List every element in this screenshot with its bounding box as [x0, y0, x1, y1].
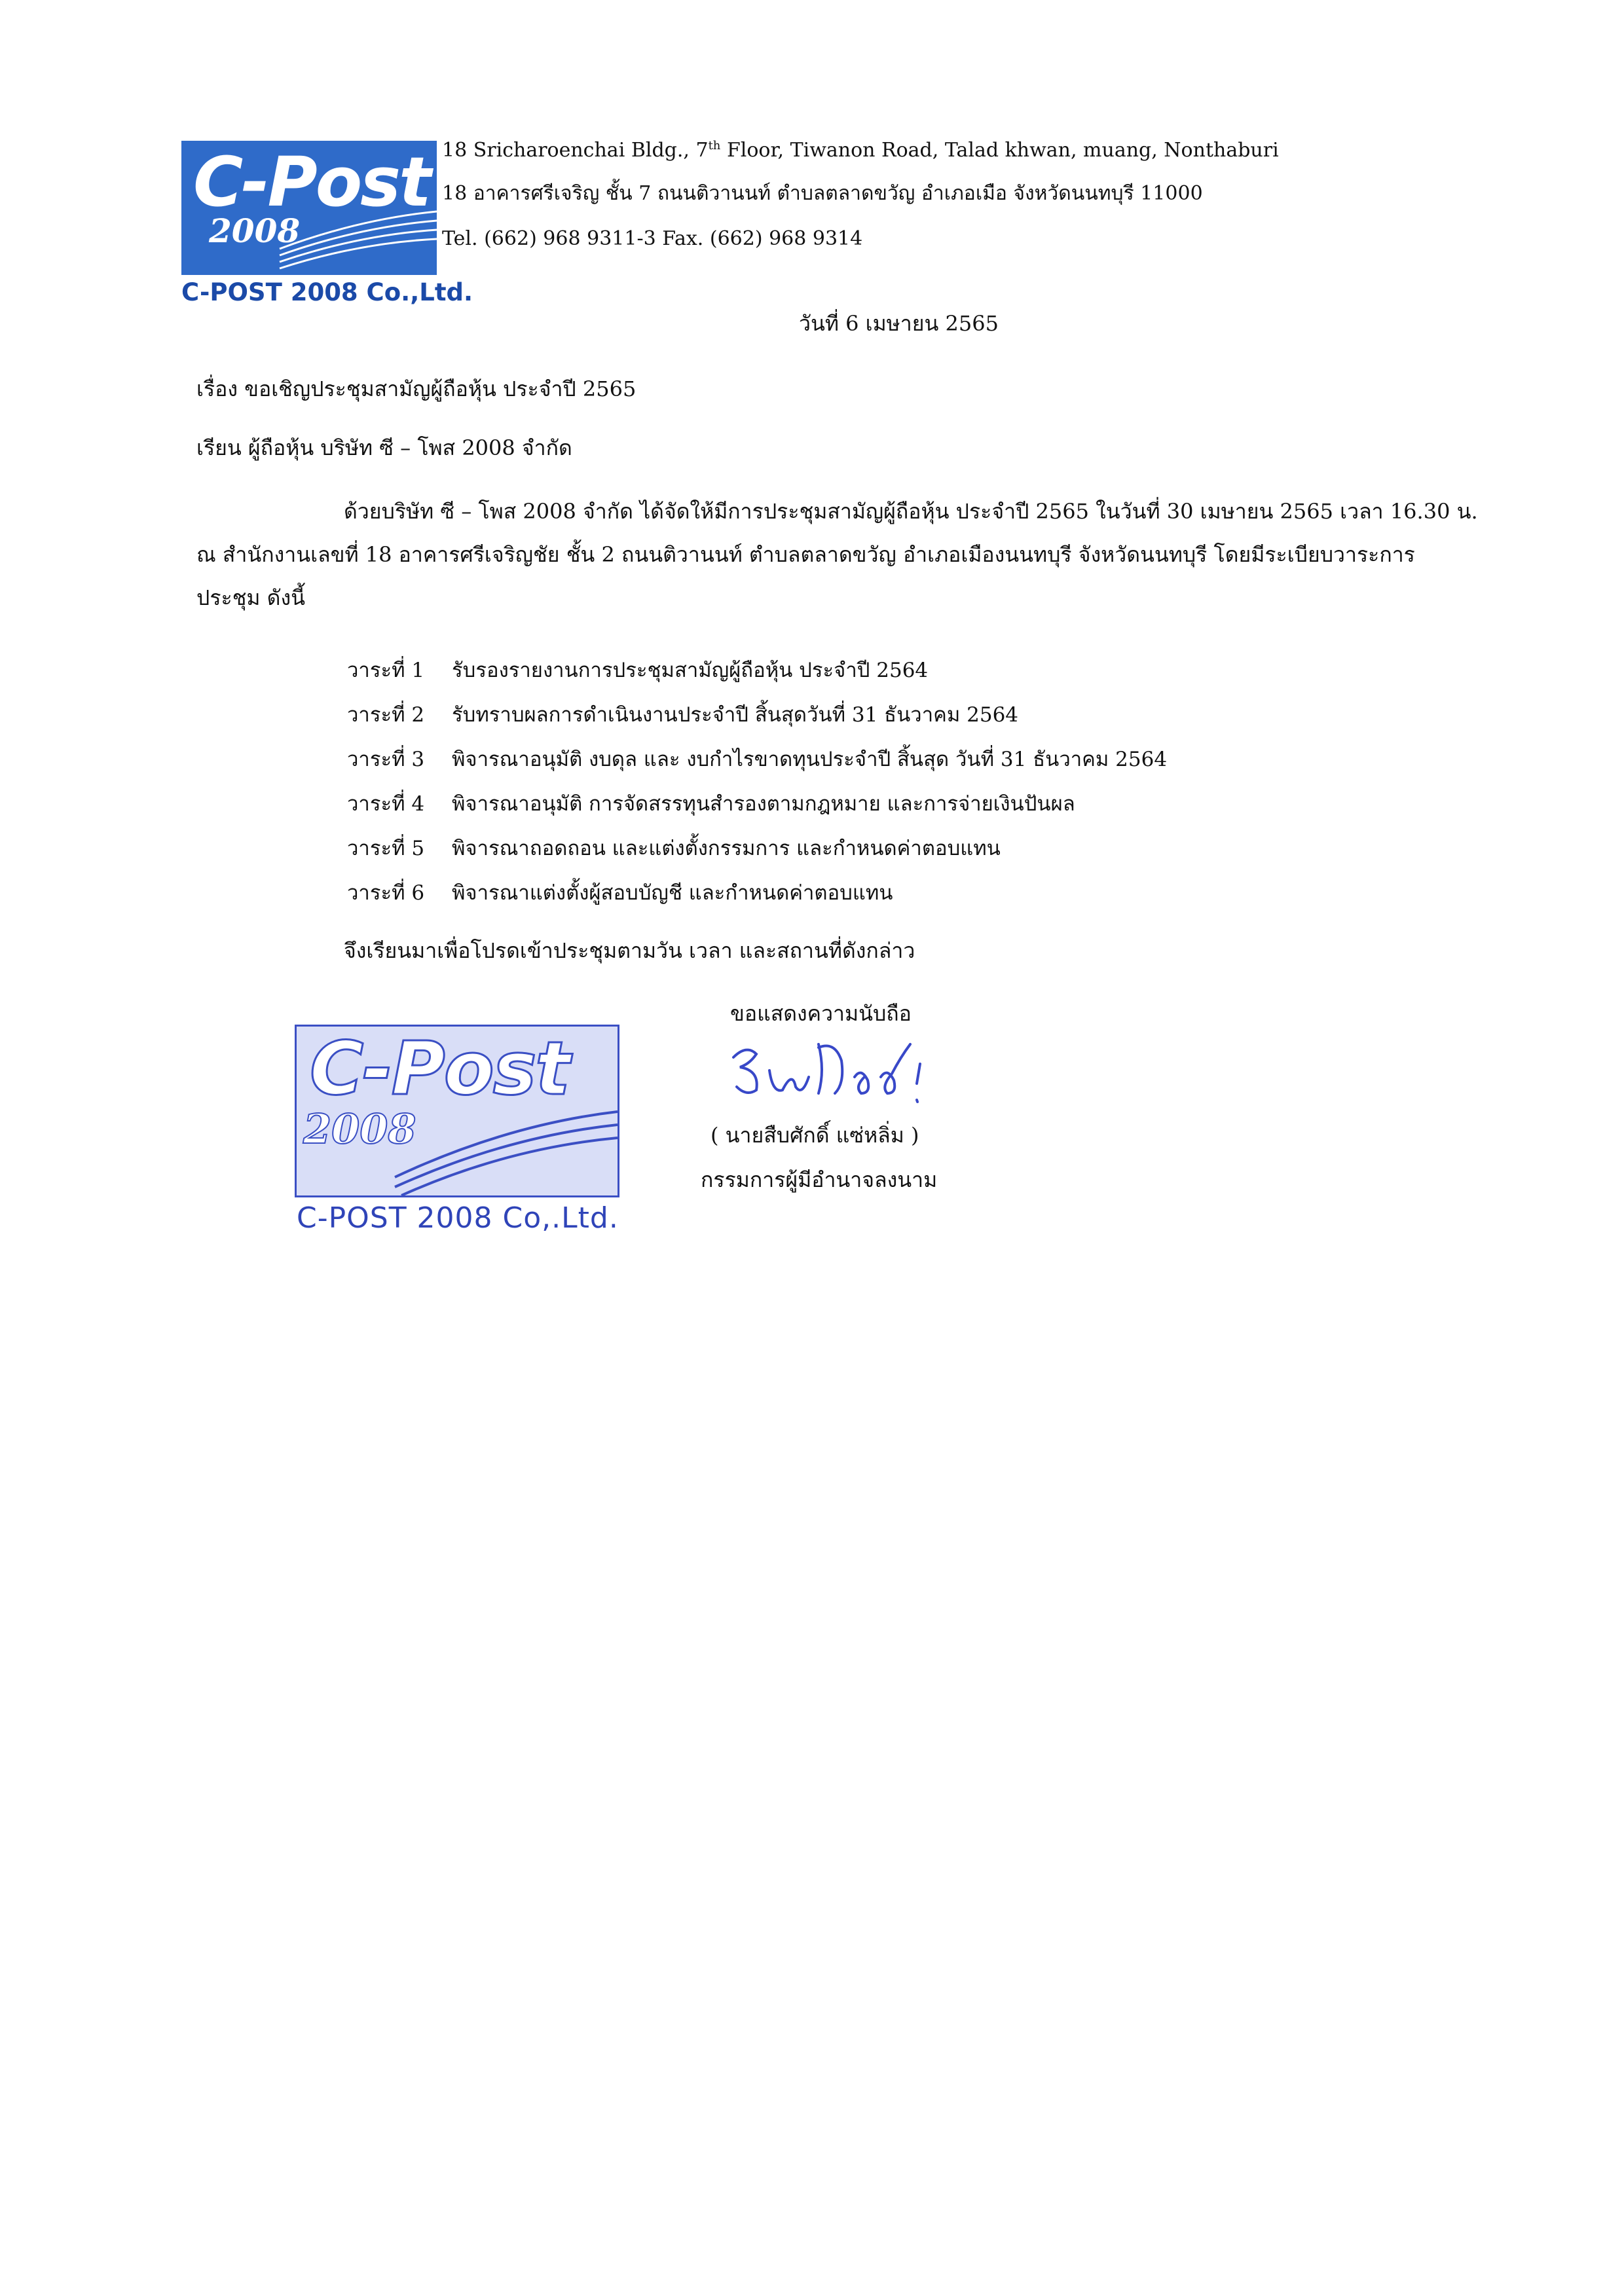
agenda-number: วาระที่ 3 — [347, 748, 425, 771]
contact-numbers: Tel. (662) 968 9311-3 Fax. (662) 968 9314 — [442, 227, 863, 250]
logo-title: C-Post — [193, 142, 430, 222]
stamp-swoosh-lines — [297, 1027, 618, 1195]
regards: ขอแสดงความนับถือ — [730, 1001, 912, 1026]
logo-company-name: C-POST 2008 Co.,Ltd. — [181, 278, 473, 306]
body-line-2: ณ สำนักงานเลขที่ 18 อาคารศรีเจริญชัย ชั้น 2 ถนนติวานนท์ ตำบลตลาดขวัญ อำเภอเมืองนนทบุรี จังหวัดนนทบุรี โดยมีระเบียบวาระการ — [196, 542, 1415, 567]
agenda-number: วาระที่ 1 — [347, 659, 425, 682]
letter-salutation: เรียน ผู้ถือหุ้น บริษัท ซี – โพส 2008 จำกัด — [196, 435, 572, 460]
signer-title: กรรมการผู้มีอำนาจลงนาม — [701, 1167, 938, 1192]
stamp-company-name: C-POST 2008 Co,.Ltd. — [297, 1201, 619, 1235]
letter-subject: เรื่อง ขอเชิญประชุมสามัญผู้ถือหุ้น ประจำปี 2565 — [196, 376, 637, 401]
body-line-3: ประชุม ดังนี้ — [196, 585, 305, 610]
closing-line: จึงเรียนมาเพื่อโปรดเข้าประชุมตามวัน เวลา และสถานที่ดังกล่าว — [344, 938, 915, 963]
letter-date: วันที่ 6 เมษายน 2565 — [799, 311, 999, 336]
address-english: 18 Sricharoenchai Bldg., 7th Floor, Tiwanon Road, Talad khwan, muang, Nonthaburi — [442, 139, 1279, 162]
stamp-year: 2008 — [303, 1105, 416, 1153]
agenda-number: วาระที่ 5 — [347, 837, 425, 860]
logo-year: 2008 — [209, 211, 301, 250]
company-stamp — [295, 1025, 619, 1197]
agenda-number: วาระที่ 4 — [347, 792, 425, 816]
agenda-item: พิจารณาอนุมัติ การจัดสรรทุนสำรองตามกฎหมาย และการจ่ายเงินปันผล — [452, 792, 1075, 816]
stamp-title: C-Post — [310, 1027, 569, 1112]
agenda-item: พิจารณาแต่งตั้งผู้สอบบัญชี และกำหนดค่าตอบแทน — [452, 881, 893, 905]
address-thai: 18 อาคารศรีเจริญ ชั้น 7 ถนนติวานนท์ ตำบลตลาดขวัญ อำเภอเมือ จังหวัดนนทบุรี 11000 — [442, 182, 1203, 205]
body-line-1: ด้วยบริษัท ซี – โพส 2008 จำกัด ได้จัดให้มีการประชุมสามัญผู้ถือหุ้น ประจำปี 2565 ในวันที่ 30 เมษายน 2565 เวลา 16.30 น. — [344, 499, 1478, 524]
agenda-item: รับทราบผลการดำเนินงานประจำปี สิ้นสุดวันที่ 31 ธันวาคม 2564 — [452, 703, 1019, 727]
agenda-item: พิจารณาอนุมัติ งบดุล และ งบกำไรขาดทุนประจำปี สิ้นสุด วันที่ 31 ธันวาคม 2564 — [452, 748, 1168, 771]
logo-swoosh-lines — [181, 141, 437, 275]
agenda-number: วาระที่ 2 — [347, 703, 425, 727]
agenda-item: รับรองรายงานการประชุมสามัญผู้ถือหุ้น ประจำปี 2564 — [452, 659, 929, 682]
signer-name: ( นายสืบศักดิ์ แซ่หลิ่ม ) — [710, 1123, 919, 1148]
agenda-item: พิจารณาถอดถอน และแต่งตั้งกรรมการ และกำหนดค่าตอบแทน — [452, 837, 1001, 860]
agenda-number: วาระที่ 6 — [347, 881, 425, 905]
signature-image — [720, 1031, 943, 1110]
company-logo — [181, 141, 437, 275]
